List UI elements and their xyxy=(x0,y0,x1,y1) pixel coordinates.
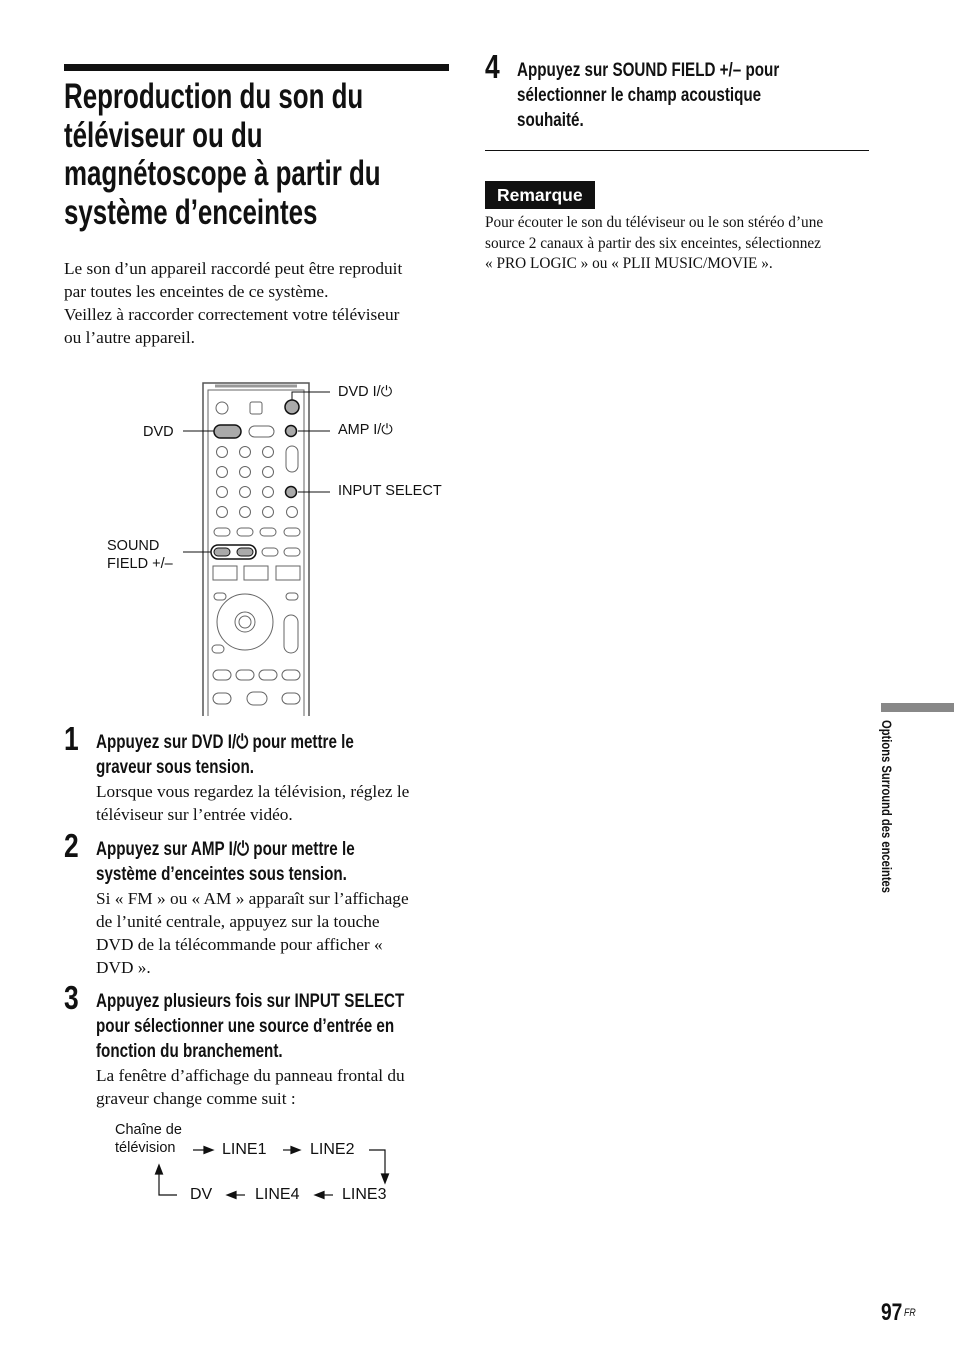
label-amp-power: AMP I/⏻ xyxy=(338,422,393,438)
step-number: 1 xyxy=(64,720,79,757)
remarque-line: source 2 canaux à partir des six enceintes, sélectionnez xyxy=(485,234,821,252)
label-dvd-power: DVD I/⏻ xyxy=(338,384,393,400)
step-number: 3 xyxy=(64,979,79,1016)
step-body-line: Si « FM » ou « AM » apparaît sur l’affichage xyxy=(96,889,409,908)
step-heading-line: Appuyez sur DVD I/⏻ pour mettre le xyxy=(96,732,354,753)
flow-tv-label xyxy=(115,1121,182,1157)
step-body-line: La fenêtre d’affichage du panneau frontal du xyxy=(96,1066,405,1085)
label-sound-field-line: FIELD +/– xyxy=(107,556,173,572)
section-rule xyxy=(485,150,869,151)
step-heading-line: graveur sous tension. xyxy=(96,757,254,778)
remarque-text xyxy=(485,213,875,275)
step-heading-line: Appuyez sur AMP I/⏻ pour mettre le xyxy=(96,839,355,860)
step-body-line: DVD ». xyxy=(96,958,151,977)
remarque-line: Pour écouter le son du téléviseur ou le son stéréo d’une xyxy=(485,214,824,231)
intro-line: Veillez à raccorder correctement votre téléviseur xyxy=(64,305,400,324)
flow-dv: DV xyxy=(190,1186,213,1203)
title-line: système d’enceintes xyxy=(64,192,318,232)
flow-line1: LINE1 xyxy=(222,1141,267,1158)
step-heading-line: sélectionner le champ acoustique xyxy=(517,85,762,106)
title-line: magnétoscope à partir du xyxy=(64,154,381,193)
step-body-line: téléviseur sur l’entrée vidéo. xyxy=(96,805,293,824)
step-number: 4 xyxy=(485,48,500,85)
step-body-line: de l’unité centrale, appuyez sur la touche xyxy=(96,912,380,931)
step-body-line: graveur change comme suit : xyxy=(96,1089,296,1108)
flow-line4: LINE4 xyxy=(255,1186,300,1203)
flow-tv-label-line: Chaîne de xyxy=(115,1122,182,1138)
step-heading-line: pour sélectionner une source d’entrée en xyxy=(96,1016,395,1037)
step-body-line: DVD de la télécommande pour afficher « xyxy=(96,935,383,954)
intro-line: par toutes les enceintes de ce système. xyxy=(64,282,329,301)
title-line: téléviseur ou du xyxy=(64,115,263,155)
step-body-line: Lorsque vous regardez la télévision, réglez le xyxy=(96,782,410,801)
step-heading-line: Appuyez sur SOUND FIELD +/– pour xyxy=(517,60,780,81)
intro-line: Le son d’un appareil raccordé peut être reproduit xyxy=(64,259,403,278)
title-line: Reproduction du son du xyxy=(64,77,364,116)
step-heading-line: fonction du branchement. xyxy=(96,1041,283,1062)
flow-line3: LINE3 xyxy=(342,1186,387,1203)
remarque-line: « PRO LOGIC » ou « PLII MUSIC/MOVIE ». xyxy=(485,255,773,273)
label-input-select: INPUT SELECT xyxy=(338,483,442,499)
remarque-label: Remarque xyxy=(485,181,595,209)
flow-line2: LINE2 xyxy=(310,1141,355,1158)
step-heading-line: Appuyez plusieurs fois sur INPUT SELECT xyxy=(96,991,405,1012)
side-tab-bar xyxy=(881,703,954,712)
step-number: 2 xyxy=(64,827,79,864)
label-dvd: DVD xyxy=(143,424,174,440)
page-number-value: 97 xyxy=(881,1299,903,1326)
step-heading-line: système d’enceintes sous tension. xyxy=(96,864,347,885)
label-sound-field-line: SOUND xyxy=(107,538,160,554)
page-number xyxy=(881,1300,916,1326)
flow-diagram-arrows xyxy=(0,0,420,1220)
step-heading xyxy=(517,58,779,133)
page-number-suffix: FR xyxy=(903,1307,916,1319)
intro-line: ou l’autre appareil. xyxy=(64,328,195,347)
side-tab-label: Options Surround des enceintes xyxy=(879,720,895,894)
step-heading-line: souhaité. xyxy=(517,110,584,131)
flow-tv-label-line: télévision xyxy=(115,1140,176,1156)
